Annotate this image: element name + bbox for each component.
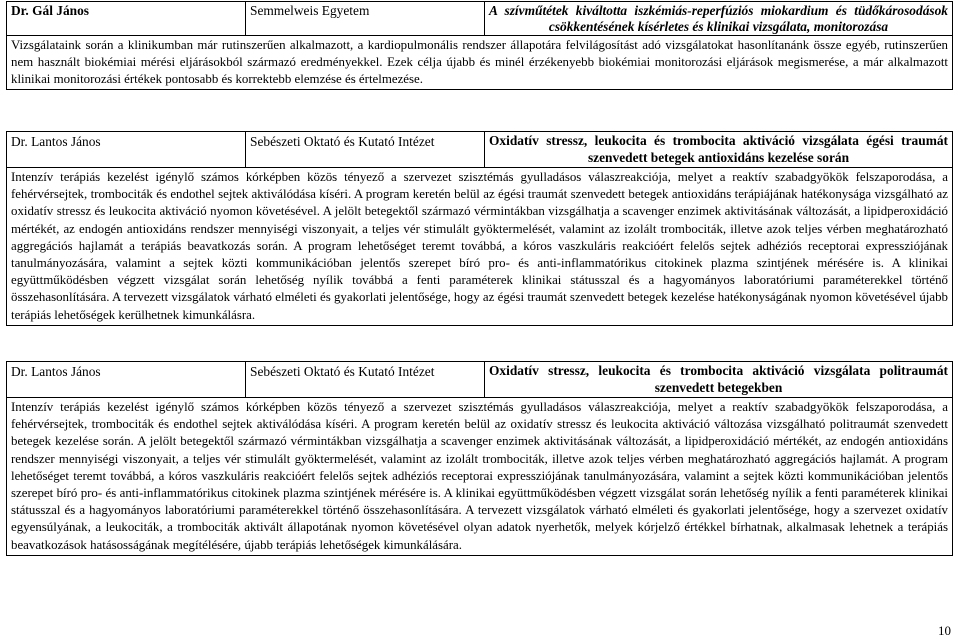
topic-title: Oxidatív stressz, leukocita és trombocita aktiváció vizsgálata égési traumát szenvedett betegek antioxidáns kezelése során bbox=[485, 132, 953, 168]
topic-description: Intenzív terápiás kezelést igénylő számos kórképben közös tényező a szervezet szisztémás gyulladásos válaszreakciója, melyet a reaktív szabadgyökök felszaporodása, a fehérvérsejtek, trombociták és endothel sejtek aktiválódása kíséri. A program keretén belül az égési traumát szenvedett betegek antioxidáns terápiájának hatékonysága vizsgálható az oxidatív stressz és leukocita aktiváció nyomon követésével. A jelölt betegektől származó vérmintákban vizsgálhatja a scavenger enzimek aktivitásának változását, a lipidperoxidáció mértékét, az endogén antioxidáns rendszer mennyiségi viszonyait, a teljes vér stimulált gyöktermelését, valamint az izolált trombociták, illetve azok teljes vérben meghatározható aggregációs hajlamát a terápiás beavatkozás során. A program lehetőséget teremt továbbá, a kóros vaszkuláris reakcióért felelős sejtek adhéziós receptorai expressziójának tanulmányozására, valamint a sejtek közti kommunikációban jelentős szerepet bíró pro- és anti-inflammatórikus citokinek plazma szintjének mérésére is. A klinikai együttműködésben végzett vizsgálat során lehetőség nyílik továbbá a fenti paraméterek klinikai státusszal és a hagyományos laboratóriumi paraméterekkel történő összehasonlítására. A tervezett vizsgálatok várható elméleti és gyakorlati jelentősége, hogy az égési traumát szenvedett betegek kezelése hatékonyságának nyomon követésével újabb terápiás lehetőségek kerülhetnek kimunkálásra. bbox=[7, 168, 953, 326]
topic-title: Oxidatív stressz, leukocita és trombocita aktiváció vizsgálata politraumát szenvedett betegekben bbox=[485, 362, 953, 398]
topic-description-row bbox=[7, 36, 953, 90]
topic-header-row bbox=[7, 132, 953, 168]
topic-description-row bbox=[7, 398, 953, 556]
topic-header-row bbox=[7, 2, 953, 36]
topic-description: Vizsgálataink során a klinikumban már rutinszerűen alkalmazott, a kardiopulmonális rendszer állapotára felvilágosítást adó vizsgálatokat hasonlítanánk össze egyéb, rutinszerűen nem használt biokémiai mérési eljárásokból származó eredményekkel. Ezek célja újabb és minél érzékenyebb biokémiai monitorozási eljárások megismerése, a már alkalmazott klinikai monitorozási értékek pontosabb és korrektebb elemzése és értelmezése. bbox=[7, 36, 953, 90]
topic-table-2 bbox=[6, 131, 953, 326]
topic-table-1 bbox=[6, 1, 953, 90]
topic-title: A szívműtétek kiváltotta iszkémiás-reperfúziós miokardium és tüdőkárosodások csökkentésének kísérletes és klinikai vizsgálata, monitorozása bbox=[485, 2, 953, 36]
topic-table-3 bbox=[6, 361, 953, 556]
topic-description-row bbox=[7, 168, 953, 326]
topic-header-row bbox=[7, 362, 953, 398]
supervisor-name: Dr. Lantos János bbox=[7, 362, 246, 398]
topic-record-2 bbox=[6, 131, 953, 326]
topic-record-1 bbox=[6, 1, 953, 90]
institution-name: Sebészeti Oktató és Kutató Intézet bbox=[246, 362, 485, 398]
topic-record-3 bbox=[6, 361, 953, 556]
topic-description: Intenzív terápiás kezelést igénylő számos kórképben közös tényező a szervezet szisztémás gyulladásos válaszreakciója, melyet a reaktív szabadgyökök felszaporodása, a fehérvérsejtek, trombociták és endothel sejtek aktiválódása kíséri. A program keretén belül az oxidatív stressz és leukocita aktiváció változása vizsgálható politraumát szenvedett betegek kezelése során. A jelölt betegektől származó vérmintákban vizsgálhatja a scavenger enzimek aktivitásának változását, a lipidperoxidáció mértékét, az endogén antioxidáns rendszer mennyiségi viszonyait, a teljes vér stimulált gyöktermelését, valamint az izolált trombociták, illetve azok teljes vérben meghatározható aggregációs hajlamát. A program lehetőséget teremt továbbá, a kóros vaszkuláris reakcióért felelős sejtek adhéziós receptorai expressziójának tanulmányozására, valamint a sejtek közti kommunikációban jelentős szerepet bíró pro- és anti-inflammatórikus citokinek plazma szintjének mérésére is. A klinikai együttműködésben végzett vizsgálat során lehetőség nyílik a fenti paraméterek klinikai státusszal és a hagyományos laboratóriumi paraméterekkel történő összehasonlítására. A tervezett vizsgálatok várható elméleti és gyakorlati jelentősége, hogy a szervezet oxidatív egyensúlyának, a leukociták, a trombociták aktivált állapotának nyomon követésével olyan adatok nyerhetők, melyek kórjelző értékkel bírhatnak, alkalmasak lehetnek a terápiás beavatkozások hatásosságának megítélésére, újabb terápiás lehetőségek kimunkálására. bbox=[7, 398, 953, 556]
institution-name: Semmelweis Egyetem bbox=[246, 2, 485, 36]
supervisor-name: Dr. Gál János bbox=[7, 2, 246, 36]
page-number: 10 bbox=[938, 623, 951, 638]
supervisor-name: Dr. Lantos János bbox=[7, 132, 246, 168]
institution-name: Sebészeti Oktató és Kutató Intézet bbox=[246, 132, 485, 168]
